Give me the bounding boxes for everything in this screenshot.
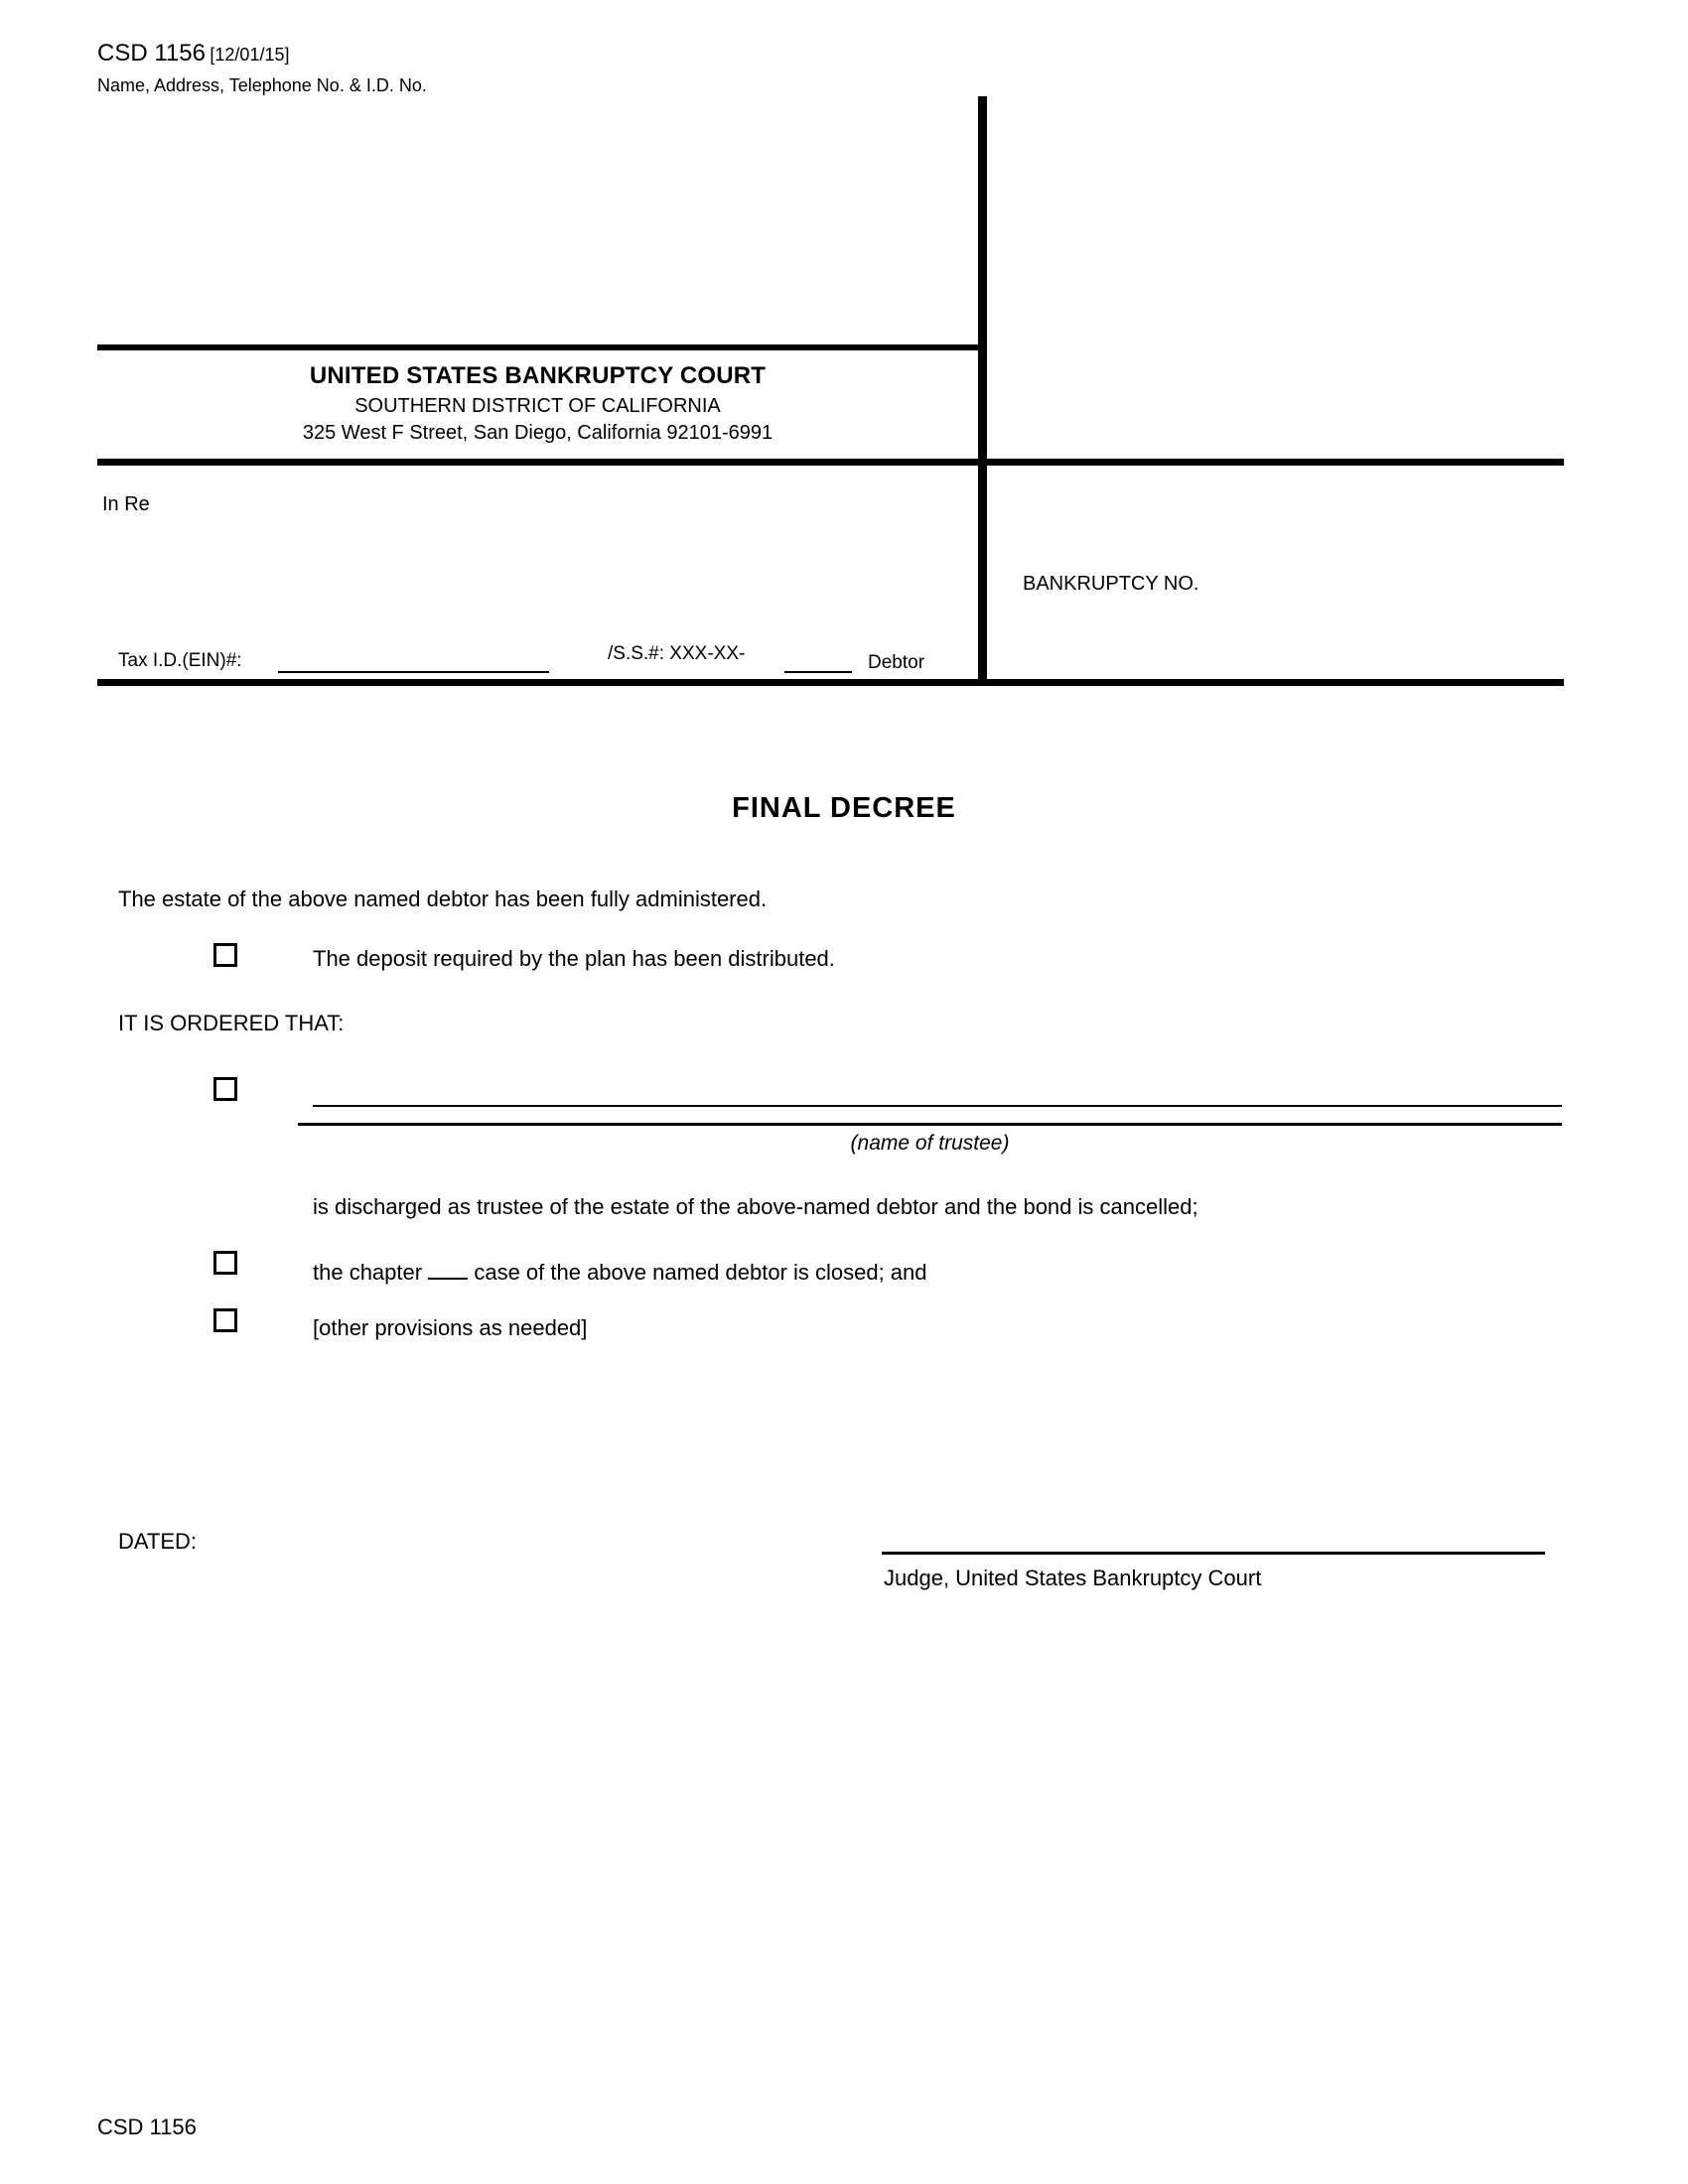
in-re-label: In Re: [102, 493, 150, 515]
court-district: SOUTHERN DISTRICT OF CALIFORNIA: [354, 395, 721, 417]
bankruptcy-no-label: BANKRUPTCY NO.: [1023, 573, 1199, 595]
ssn-label: /S.S.#: XXX-XX-: [608, 643, 746, 664]
court-block-top-rule: [97, 344, 978, 350]
page-title: FINAL DECREE: [732, 792, 956, 824]
caption-bottom-rule: [97, 679, 1564, 686]
tax-id-blank[interactable]: [278, 671, 549, 673]
chapter-number-blank[interactable]: [428, 1258, 468, 1280]
deposit-checkbox[interactable]: [213, 943, 237, 967]
judge-signature-blank[interactable]: [882, 1552, 1545, 1555]
court-block: [97, 361, 978, 446]
chapter-closed-checkbox[interactable]: [213, 1251, 237, 1275]
footer-form-number: CSD 1156: [97, 2115, 197, 2139]
caption-vertical-divider: [978, 96, 987, 686]
ssn-blank[interactable]: [784, 671, 852, 673]
discharge-clause: is discharged as trustee of the estate of the above-named debtor and the bond is cancelled;: [313, 1194, 1198, 1219]
dated-label: DATED:: [118, 1529, 198, 1554]
other-provisions-checkbox[interactable]: [213, 1308, 237, 1332]
ordered-label: IT IS ORDERED THAT:: [118, 1011, 345, 1035]
court-address: 325 West F Street, San Diego, California 92101-6991: [302, 422, 774, 444]
deposit-clause: The deposit required by the plan has been distributed.: [313, 946, 835, 971]
other-provisions-text: [other provisions as needed]: [313, 1315, 588, 1340]
judge-caption: Judge, United States Bankruptcy Court: [884, 1566, 1262, 1590]
name-address-note: Name, Address, Telephone No. & I.D. No.: [97, 75, 427, 95]
trustee-caption: (name of trustee): [850, 1132, 1010, 1155]
intro-text: The estate of the above named debtor has been fully administered.: [118, 887, 768, 911]
form-number-header: [97, 40, 289, 68]
debtor-label: Debtor: [868, 652, 925, 673]
chapter-clause: [313, 1258, 927, 1286]
court-name: UNITED STATES BANKRUPTCY COURT: [309, 362, 767, 389]
trustee-discharge-checkbox[interactable]: [213, 1077, 237, 1101]
trustee-name-blank[interactable]: [313, 1105, 1562, 1107]
trustee-name-underline-rule: [298, 1123, 1562, 1126]
chapter-clause-post: case of the above named debtor is closed; and: [474, 1260, 927, 1285]
caption-middle-rule: [97, 459, 1564, 466]
form-number: CSD 1156: [97, 40, 206, 67]
tax-id-label: Tax I.D.(EIN)#:: [118, 650, 242, 671]
chapter-clause-pre: the chapter: [313, 1260, 423, 1285]
form-revision-date: [12/01/15]: [210, 45, 290, 65]
